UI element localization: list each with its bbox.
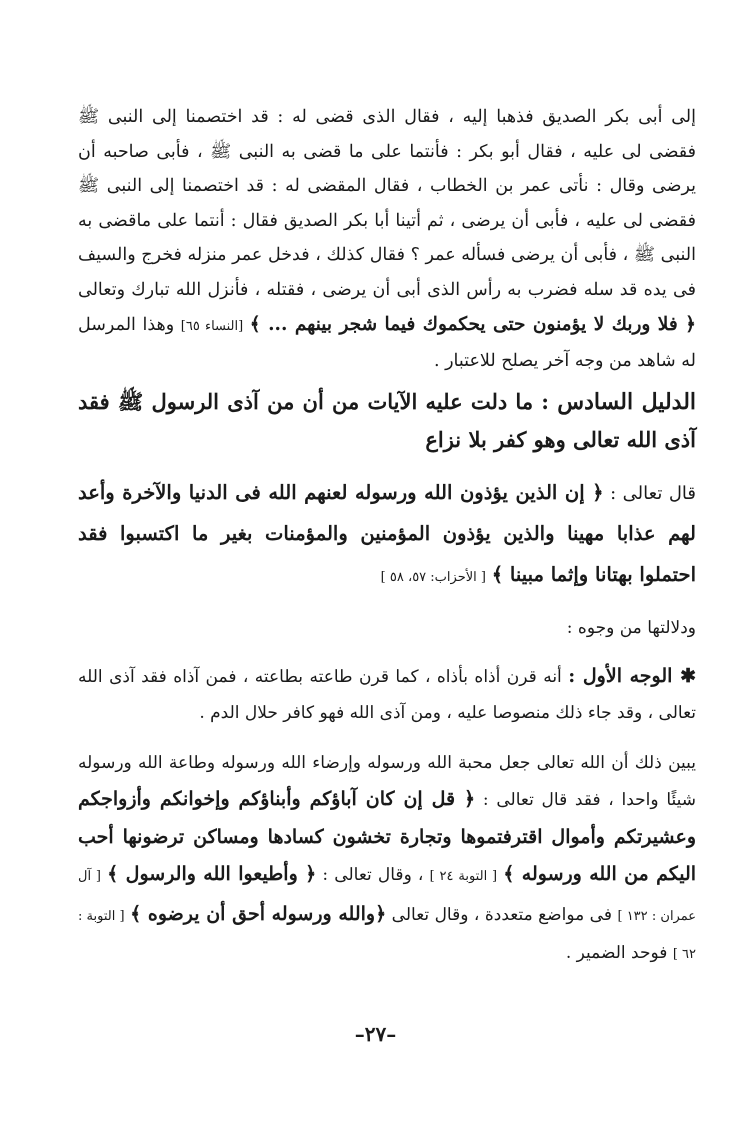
quran-verse-ahzab: ﴿ إن الذين يؤذون الله ورسوله لعنهم الله فى الدنيا والآخرة وأعد لهم عذابا مهينا والذين يؤذون المؤمنين والمؤمنات بغير ما اكتسبوا فقد احتملوا بهتانا وإثما مبينا ﴾ <box>78 480 696 586</box>
paragraph-ahzab-verse <box>78 473 696 598</box>
first-aspect-text: أنه قرن أذاه بأذاه ، كما قرن طاعته بطاعته ، فمن آذاه فقد آذى الله تعالى ، وقد جاء ذلك منصوصا عليه ، ومن آذى الله فهو كافر حلال الدم . <box>78 666 696 723</box>
quran-verse-tawbah-62: ﴿والله ورسوله أحق أن يرضوه ﴾ <box>130 902 387 925</box>
verse-reference-ahzab: [ الأحزاب: ٥٧، ٥٨ ] <box>380 569 486 585</box>
paragraph-aspects-intro: ودلالتها من وجوه : <box>566 617 696 638</box>
verse-reference-tawbah-62: [ التوبة : ٦٢ ] <box>78 908 696 963</box>
quran-verse-tawbah-24: ﴿ قل إن كان آباؤكم وأبناؤكم وإخوانكم وأزواجكم وعشيرتكم وأموال اقترفتموها وتجارة تخشون كسادها ومساكن ترضونها أحب اليكم من الله ورسوله ﴾ <box>78 788 697 886</box>
verse-reference-tawbah-24: [ التوبة ٢٤ ] <box>429 869 498 885</box>
hadith-text: إلى أبى بكر الصديق فذهبا إليه ، فقال الذى قضى له : قد اختصمنا إلى النبى ﷺ فقضى لى عليه ، فقال أبو بكر : فأنتما على ما قضى به النبى ﷺ ، فأبى صاحبه أن يرضى وقال : نأتى عمر بن الخطاب ، فقال المقضى له : قد اختصمنا إلى النبى ﷺ فقضى لى عليه ، فأبى أن يرضى ، ثم أتينا أبا بكر الصديق فقال : أنتما على ماقضى به النبى ﷺ ، فأبى أن يرضى فسأله عمر ؟ فقال كذلك ، فدخل عمر منزله فخرج والسيف فى يده قد سله فضرب به رأس الذى أبى أن يرضى ، فقتله ، فأنزل الله تبارك وتعالى <box>78 107 696 300</box>
section-heading-lead: الدليل السادس <box>557 388 697 415</box>
section-heading-text: : ما دلت عليه الآيات من أن من آذى الرسول ﷺ فقد آذى الله تعالى وهو كفر بلا نزاع <box>78 388 696 452</box>
paragraph-first-aspect <box>78 658 696 731</box>
quran-verse-nisa: ﴿ فلا وربك لا يؤمنون حتى يحكموك فيما شجر بينهم ... ﴾ <box>249 313 696 335</box>
first-aspect-lead: ✱ الوجه الأول : <box>568 664 696 687</box>
verse-intro: قال تعالى : <box>610 482 696 504</box>
verse-reference-nisa: [النساء ٦٥] <box>180 318 244 334</box>
verse-reference-al-imran: [ آل عمران : ١٣٢ ] <box>78 869 697 924</box>
page-number: –٢٧– <box>354 1022 397 1046</box>
explanation-part-2: ، وقال تعالى : <box>322 865 424 886</box>
paragraph-hadith <box>78 100 696 379</box>
quran-verse-al-imran: ﴿ وأطيعوا الله والرسول ﴾ <box>107 863 317 886</box>
page-body <box>78 100 696 974</box>
paragraph-explanation <box>78 745 696 974</box>
explanation-part-1: يبين ذلك أن الله تعالى جعل محبة الله ورسوله وإرضاء الله ورسوله وطاعة الله ورسوله شيئًا واحدا ، فقد قال تعالى : <box>78 752 697 811</box>
hadith-closing: وهذا المرسل له شاهد من وجه آخر يصلح للاعتبار . <box>78 314 696 372</box>
explanation-part-3: فى مواضع متعددة ، وقال تعالى <box>391 904 612 925</box>
explanation-part-4: فوحد الضمير . <box>565 943 668 964</box>
section-heading <box>78 383 696 459</box>
